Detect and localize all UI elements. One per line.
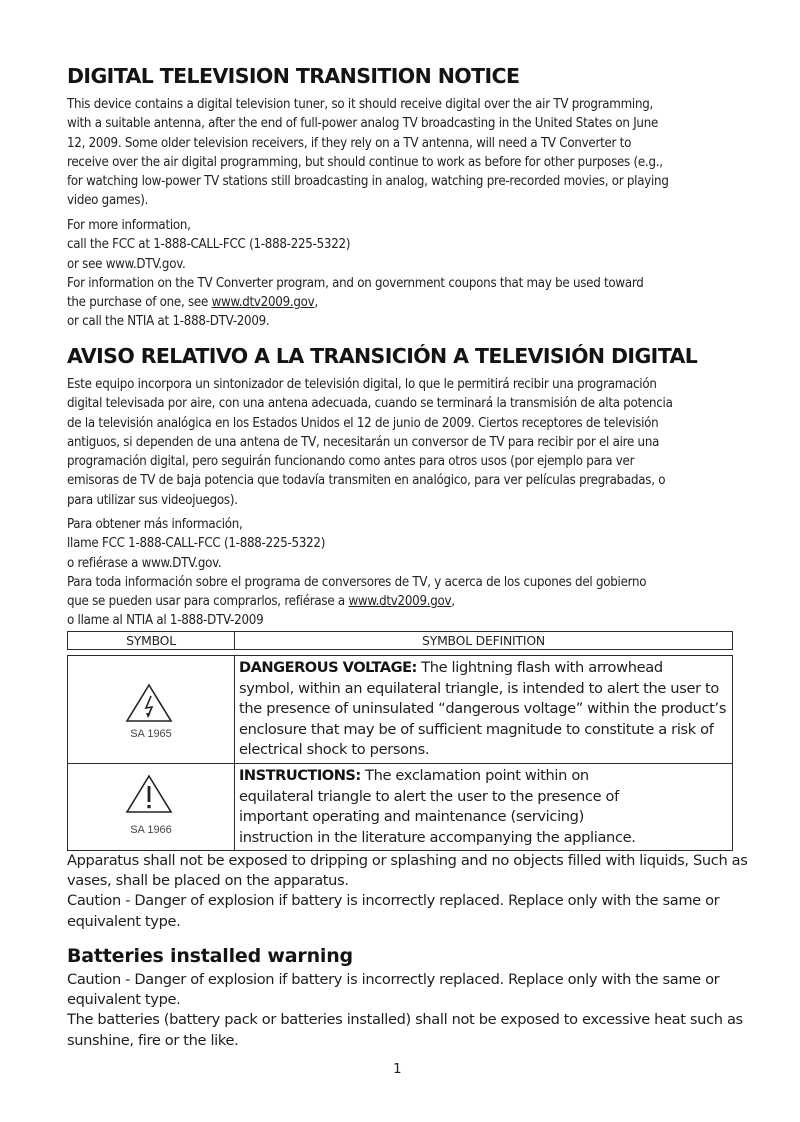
dtv-more-info — [67, 216, 735, 332]
heading-dtv-transition-notice: DIGITAL TELEVISION TRANSITION NOTICE — [67, 64, 520, 88]
warning-line: sunshine, fire or the like. — [67, 1031, 239, 1049]
table-row — [68, 764, 732, 850]
body-line: programación digital, pero seguirán funcionando como antes para otros usos (por ejemplo para ver — [67, 454, 635, 470]
info-text: the purchase of one, see — [67, 295, 212, 311]
exclamation-triangle-icon — [125, 774, 173, 814]
info-line: Para toda información sobre el programa de conversores de TV, y acerca de los cupones del gobierno — [67, 574, 647, 590]
body-line: de la televisión analógica en los Estados Unidos el 12 de junio de 2009. Ciertos receptores de televisión — [67, 415, 659, 431]
body-line: digital televisada por aire, con una antena adecuada, cuando se terminará la transmisión de alta potencia — [67, 396, 673, 412]
definition-line: instruction in the literature accompanying the appliance. — [239, 828, 636, 846]
body-line: for watching low-power TV stations still broadcasting in analog, watching pre-recorded movies, or playing — [67, 174, 669, 190]
definition-cell — [239, 766, 728, 848]
fcc-phone-line: call the FCC at 1-888-CALL-FCC (1-888-225-5322) — [67, 237, 351, 253]
column-header-definition: SYMBOL DEFINITION — [422, 633, 545, 648]
definition-line — [239, 658, 728, 679]
body-line: 12, 2009. Some older television receivers, if they rely on a TV antenna, will need a TV Converter to — [67, 135, 632, 151]
ntia-phone-line: or call the NTIA at 1-888-DTV-2009. — [67, 314, 270, 330]
body-line: video games). — [67, 193, 149, 209]
definition-cell — [239, 658, 728, 761]
heading-aviso-transicion: AVISO RELATIVO A LA TRANSICIÓN A TELEVISIÓN DIGITAL — [67, 344, 698, 368]
dtv-website-line: or see www.DTV.gov. — [67, 256, 186, 272]
definition-line: important operating and maintenance (servicing) — [239, 808, 584, 826]
dtv-website-line: o refiérase a www.DTV.gov. — [67, 555, 222, 571]
info-line: For more information, — [67, 218, 191, 233]
body-line: antiguos, si dependen de una antena de TV, necesitarán un conversor de TV para recibir por el aire una — [67, 434, 660, 450]
definition-line: symbol, within an equilateral triangle, is intended to alert the user to — [239, 679, 719, 697]
body-line: with a suitable antenna, after the end of full-power analog TV broadcasting in the United States on June — [67, 116, 659, 132]
column-header-symbol: SYMBOL — [68, 632, 235, 649]
aviso-more-info — [67, 515, 735, 631]
body-line: Este equipo incorpora un sintonizador de televisión digital, lo que le permitirá recibir una programación — [67, 377, 657, 392]
symbol-cell — [68, 656, 235, 763]
warning-line: vases, shall be placed on the apparatus. — [67, 872, 349, 890]
warning-line: equivalent type. — [67, 991, 181, 1009]
definition-text: The lightning flash with arrowhead — [416, 659, 663, 676]
ntia-phone-line: o llame al NTIA al 1-888-DTV-2009 — [67, 613, 264, 629]
definition-text: The exclamation point within on — [360, 767, 589, 784]
table-row — [68, 656, 732, 764]
batteries-warning-body — [67, 970, 743, 1051]
info-line: For information on the TV Converter program, and on government coupons that may be used toward — [67, 275, 644, 291]
info-line — [67, 293, 735, 312]
symbol-code: SA 1965 — [130, 728, 172, 740]
heading-batteries-warning: Batteries installed warning — [67, 945, 353, 967]
dtv2009-link[interactable]: www.dtv2009.gov — [211, 295, 315, 311]
aviso-body — [67, 375, 735, 510]
dtv2009-link[interactable]: www.dtv2009.gov — [348, 594, 452, 610]
warning-line: Caution - Danger of explosion if battery is incorrectly replaced. Replace only with the same or — [67, 892, 720, 910]
body-line: receive over the air digital programming, but should continue to work as before for other purposes (e.g., — [67, 154, 663, 170]
warning-line: Apparatus shall not be exposed to dripping or splashing and no objects filled with liquids, Such as — [67, 852, 748, 869]
definition-line — [239, 766, 728, 787]
warning-line: equivalent type. — [67, 912, 181, 930]
definition-line: equilateral triangle to alert the user to the presence of — [239, 787, 619, 805]
apparatus-warnings — [67, 851, 748, 932]
symbol-cell — [68, 764, 235, 850]
dtv-notice-body — [67, 95, 735, 211]
definition-term: INSTRUCTIONS: — [239, 767, 361, 784]
body-line: This device contains a digital television tuner, so it should receive digital over the air TV programming, — [67, 97, 654, 112]
definition-line: electrical shock to persons. — [239, 741, 430, 759]
fcc-phone-line: llame FCC 1-888-CALL-FCC (1-888-225-5322) — [67, 536, 326, 552]
warning-line: Caution - Danger of explosion if battery is incorrectly replaced. Replace only with the same or — [67, 971, 720, 988]
definition-term: DANGEROUS VOLTAGE: — [239, 659, 417, 676]
info-text: , — [314, 295, 318, 311]
lightning-triangle-icon — [125, 683, 173, 723]
info-line: Para obtener más información, — [67, 517, 243, 532]
body-line: para utilizar sus videojuegos). — [67, 492, 238, 508]
definition-line: enclosure that may be of sufficient magnitude to constitute a risk of — [239, 720, 714, 738]
info-line — [67, 592, 735, 611]
symbol-code: SA 1966 — [130, 824, 172, 836]
info-text: que se pueden usar para comprarlos, refiérase a — [67, 594, 349, 610]
page-number: 1 — [393, 1061, 402, 1077]
symbol-table — [67, 655, 733, 851]
symbol-table-header — [67, 631, 733, 650]
warning-line: The batteries (battery pack or batteries installed) shall not be exposed to excessive heat such as — [67, 1011, 743, 1029]
definition-line: the presence of uninsulated “dangerous voltage” within the product’s — [239, 700, 727, 718]
body-line: emisoras de TV de baja potencia que todavía transmiten en analógico, para ver películas pregrabadas, o — [67, 473, 666, 489]
info-text: , — [451, 594, 455, 610]
